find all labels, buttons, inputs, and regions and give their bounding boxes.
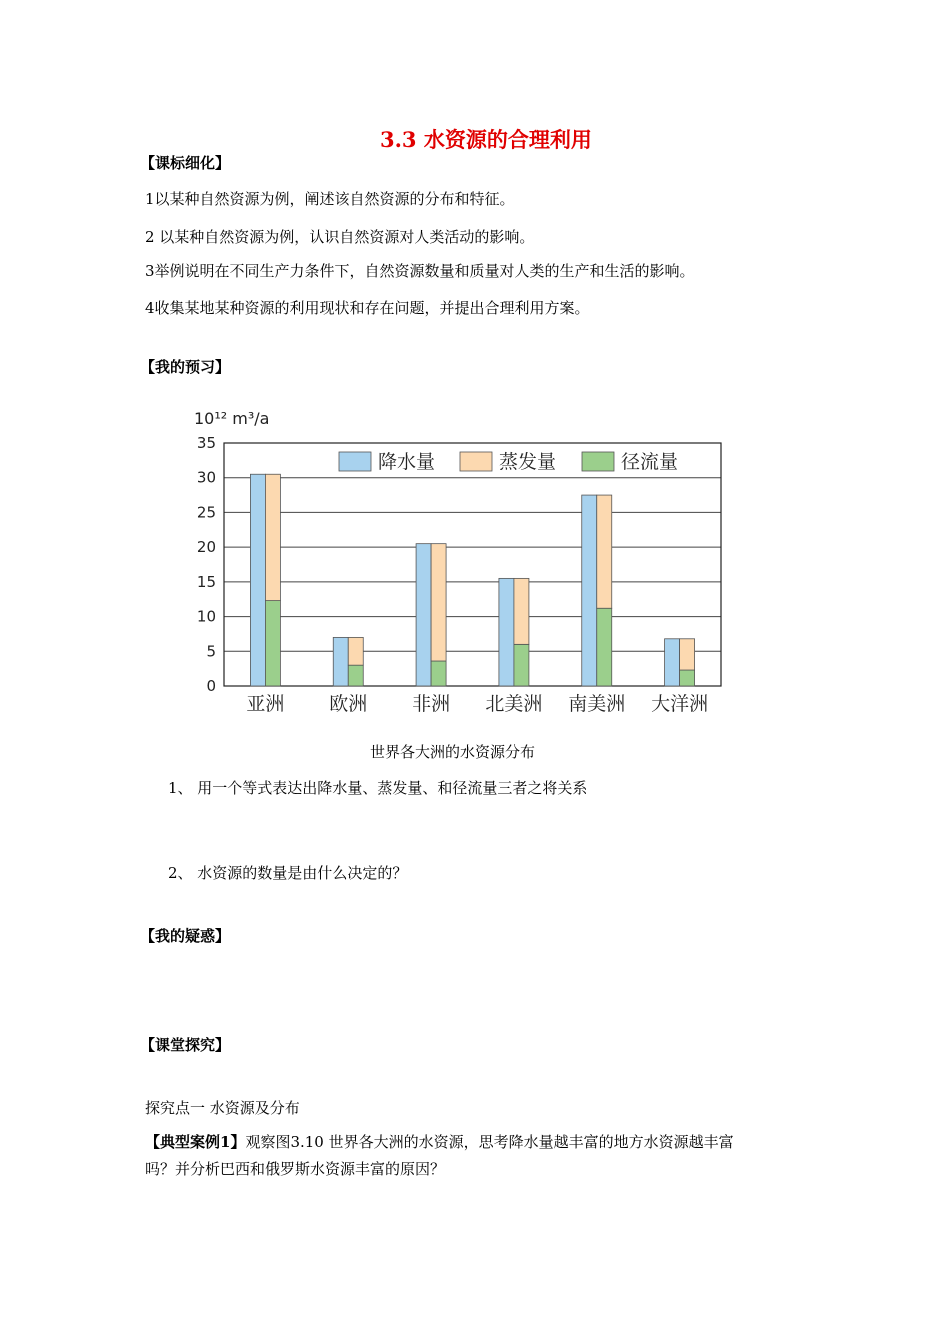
y-tick-label: 15 bbox=[196, 572, 216, 591]
x-category-label: 亚洲 bbox=[246, 693, 285, 715]
kebiao-item-4: 4收集某地某种资源的利用现状和存在问题，并提出合理利用方案。 bbox=[145, 299, 590, 317]
x-category-label: 非洲 bbox=[412, 693, 451, 715]
bar-runoff bbox=[514, 644, 529, 686]
water-resources-chart bbox=[180, 400, 740, 720]
bar-evaporation bbox=[265, 474, 280, 600]
case-line-1 bbox=[145, 1131, 734, 1152]
chart-caption: 世界各大洲的水资源分布 bbox=[370, 743, 536, 761]
page-title: 3.3 水资源的合理利用 bbox=[380, 127, 592, 152]
bar-evaporation bbox=[514, 578, 529, 644]
bar-precipitation bbox=[582, 495, 597, 686]
kebiao-item-1: 1以某种自然资源为例，阐述该自然资源的分布和特征。 bbox=[145, 190, 515, 208]
bar-runoff bbox=[680, 670, 695, 686]
y-tick-label: 25 bbox=[196, 503, 216, 522]
bar-precipitation bbox=[250, 474, 265, 686]
inquiry-point-1: 探究点一 水资源及分布 bbox=[145, 1099, 300, 1117]
legend-swatch bbox=[582, 452, 614, 471]
bar-evaporation bbox=[431, 544, 446, 661]
section-heading-kebiao: 【课标细化】 bbox=[140, 154, 231, 172]
kebiao-item-3: 3举例说明在不同生产力条件下，自然资源数量和质量对人类的生产和生活的影响。 bbox=[145, 262, 695, 280]
x-category-label: 北美洲 bbox=[485, 693, 543, 715]
bar-precipitation bbox=[416, 544, 431, 686]
x-category-label: 欧洲 bbox=[329, 693, 368, 715]
bar-runoff bbox=[431, 661, 446, 686]
kebiao-item-2: 2 以某种自然资源为例，认识自然资源对人类活动的影响。 bbox=[145, 228, 535, 246]
bar-runoff bbox=[265, 601, 280, 686]
question-1: 1、 用一个等式表达出降水量、蒸发量、和径流量三者之将关系 bbox=[168, 779, 588, 797]
bar-runoff bbox=[348, 665, 363, 686]
legend-swatch bbox=[460, 452, 492, 471]
bar-evaporation bbox=[348, 637, 363, 665]
y-tick-label: 35 bbox=[196, 434, 216, 452]
section-heading-yihuo: 【我的疑惑】 bbox=[140, 927, 231, 945]
x-category-label: 大洋洲 bbox=[651, 693, 709, 715]
y-tick-label: 30 bbox=[196, 468, 216, 487]
case-line-2: 吗？并分析巴西和俄罗斯水资源丰富的原因？ bbox=[145, 1160, 446, 1178]
case-text-1: 观察图3.10 世界各大洲的水资源，思考降水量越丰富的地方水资源越丰富 bbox=[245, 1133, 734, 1151]
bar-evaporation bbox=[597, 495, 612, 608]
bar-precipitation bbox=[333, 637, 348, 686]
y-axis-unit-label: 10¹² m³/a bbox=[194, 409, 270, 428]
legend-label: 降水量 bbox=[378, 451, 436, 473]
y-tick-label: 0 bbox=[206, 677, 216, 695]
legend-label: 径流量 bbox=[621, 451, 679, 473]
section-heading-yuxi: 【我的预习】 bbox=[140, 358, 231, 376]
bar-evaporation bbox=[680, 639, 695, 670]
legend-swatch bbox=[339, 452, 371, 471]
legend-label: 蒸发量 bbox=[499, 451, 557, 473]
section-heading-tanjiu: 【课堂探究】 bbox=[140, 1036, 231, 1054]
case-label: 【典型案例1】 bbox=[145, 1133, 246, 1151]
y-tick-label: 5 bbox=[206, 642, 216, 661]
y-tick-label: 10 bbox=[196, 607, 216, 626]
bar-precipitation bbox=[499, 578, 514, 686]
x-category-label: 南美洲 bbox=[568, 693, 626, 715]
plot-frame bbox=[224, 443, 721, 686]
question-2: 2、 水资源的数量是由什么决定的？ bbox=[168, 864, 408, 882]
y-tick-label: 20 bbox=[196, 538, 216, 557]
bar-precipitation bbox=[665, 639, 680, 686]
bar-runoff bbox=[597, 608, 612, 686]
